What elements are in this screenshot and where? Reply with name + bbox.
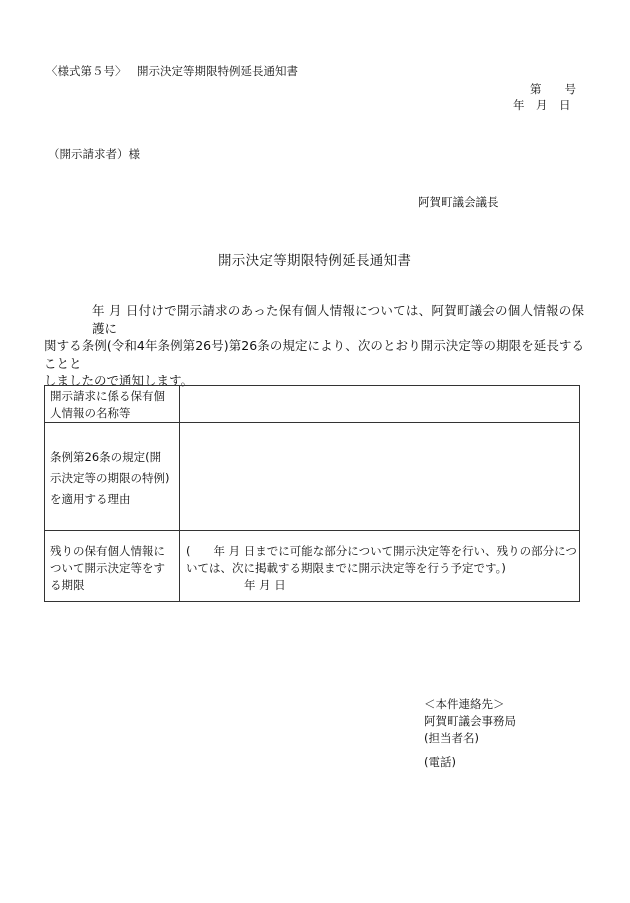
body-line-1: 年 月 日付けで開示請求のあった保有個人情報については、阿賀町議会の個人情報の保護に xyxy=(92,303,584,336)
label-line: 人情報の名称等 xyxy=(50,406,131,420)
table-row xyxy=(45,423,580,531)
label-line: 示決定等の期限の特例) xyxy=(50,471,170,485)
label-line: ついて開示決定等をす xyxy=(50,561,165,575)
body-line-3: しましたので通知します。 xyxy=(44,373,194,388)
contact-person: (担当者名) xyxy=(424,731,479,745)
deadline-date: 年 月 日 xyxy=(244,578,286,592)
label-line: 条例第26条の規定(開 xyxy=(50,450,162,464)
sender-name: 阿賀町議会議長 xyxy=(418,195,499,209)
label-line: 残りの保有個人情報に xyxy=(50,544,165,558)
contact-heading: ＜本件連絡先＞ xyxy=(424,697,505,711)
body-paragraph xyxy=(44,302,584,390)
label-line: を適用する理由 xyxy=(50,492,131,506)
form-number: 〈様式第５号〉 xyxy=(46,64,127,78)
row-value-personal-info-name xyxy=(180,386,580,423)
info-table xyxy=(44,385,580,602)
label-line: 開示請求に係る保有個 xyxy=(50,389,165,403)
document-number: 第 号 xyxy=(530,82,576,96)
deadline-line: いては、次に掲載する期限までに開示決定等を行う予定です。) xyxy=(186,561,506,575)
page-title: 開示決定等期限特例延長通知書 xyxy=(218,253,412,269)
table-row xyxy=(45,531,580,602)
row-value-reason xyxy=(180,423,580,531)
deadline-line: ( 年 月 日までに可能な部分について開示決定等を行い、残りの部分につ xyxy=(186,544,577,558)
contact-office: 阿賀町議会事務局 xyxy=(424,714,516,728)
contact-phone: (電話) xyxy=(424,755,456,769)
table-row xyxy=(45,386,580,423)
row-label-reason xyxy=(45,423,180,531)
label-line: る期限 xyxy=(50,578,85,592)
row-value-deadline xyxy=(180,531,580,602)
row-label-deadline xyxy=(45,531,180,602)
body-line-2: 関する条例(令和4年条例第26号)第26条の規定により、次のとおり開示決定等の期限を延長することと xyxy=(44,338,584,371)
addressee: （開示請求者）様 xyxy=(48,147,140,161)
row-label-personal-info-name xyxy=(45,386,180,423)
form-title: 開示決定等期限特例延長通知書 xyxy=(137,64,298,78)
document-date: 年 月 日 xyxy=(513,98,571,112)
